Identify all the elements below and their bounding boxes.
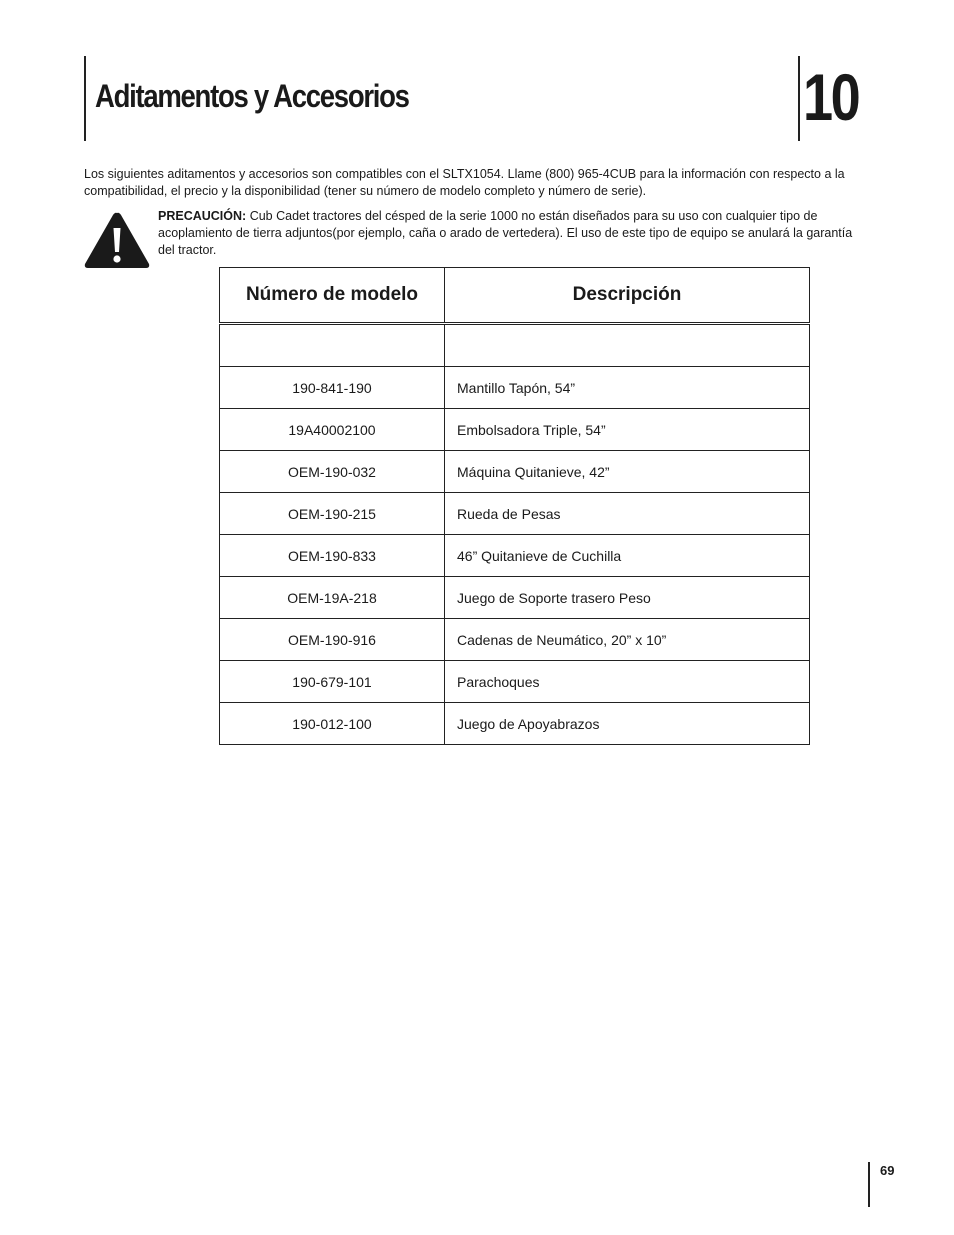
table-header-row [220, 268, 810, 324]
description-cell: Rueda de Pesas [445, 493, 810, 535]
caution-text: Cub Cadet tractores del césped de la serie 1000 no están diseñados para su uso con cualquier tipo de acoplamiento de tierra adjuntos(por ejemplo, caña o arado de vertedera). El uso de este tipo de equipo se anulará la garantía del tractor. [158, 209, 853, 257]
caution-paragraph [158, 208, 858, 259]
table-row [220, 577, 810, 619]
table-row [220, 619, 810, 661]
table-row [220, 451, 810, 493]
description-cell: Máquina Quitanieve, 42” [445, 451, 810, 493]
model-number-cell: 190-841-190 [220, 367, 445, 409]
header-separator [220, 324, 810, 367]
table-row [220, 661, 810, 703]
header-model-number: Número de modelo [220, 268, 445, 324]
model-number-cell: OEM-190-215 [220, 493, 445, 535]
page-title: Aditamentos y Accesorios [95, 78, 409, 114]
model-number-cell: OEM-190-916 [220, 619, 445, 661]
model-number-cell: 19A40002100 [220, 409, 445, 451]
page-number-rule [868, 1162, 870, 1207]
description-cell: Parachoques [445, 661, 810, 703]
accessories-table [219, 267, 810, 745]
description-cell: Cadenas de Neumático, 20” x 10” [445, 619, 810, 661]
warning-triangle-icon [83, 210, 151, 270]
intro-paragraph: Los siguientes aditamentos y accesorios son compatibles con el SLTX1054. Llame (800) 965-4CUB para la información con respecto a la compatibilidad, el precio y la disponibilidad (tener su número de modelo completo y número de serie). [84, 167, 845, 198]
page-number: 69 [880, 1163, 895, 1178]
description-cell: Juego de Soporte trasero Peso [445, 577, 810, 619]
table-row [220, 535, 810, 577]
table-row [220, 703, 810, 745]
caution-label: PRECAUCIÓN: [158, 209, 247, 223]
description-cell: Embolsadora Triple, 54” [445, 409, 810, 451]
header-description: Descripción [445, 268, 810, 324]
chapter-number: 10 [803, 60, 859, 134]
table-row [220, 493, 810, 535]
description-cell: Juego de Apoyabrazos [445, 703, 810, 745]
table-row [220, 409, 810, 451]
table-row [220, 367, 810, 409]
model-number-cell: 190-679-101 [220, 661, 445, 703]
description-cell: 46” Quitanieve de Cuchilla [445, 535, 810, 577]
model-number-cell: OEM-19A-218 [220, 577, 445, 619]
description-cell: Mantillo Tapón, 54” [445, 367, 810, 409]
model-number-cell: OEM-190-833 [220, 535, 445, 577]
title-rule [84, 56, 86, 141]
chapter-rule [798, 56, 800, 141]
model-number-cell: 190-012-100 [220, 703, 445, 745]
model-number-cell: OEM-190-032 [220, 451, 445, 493]
